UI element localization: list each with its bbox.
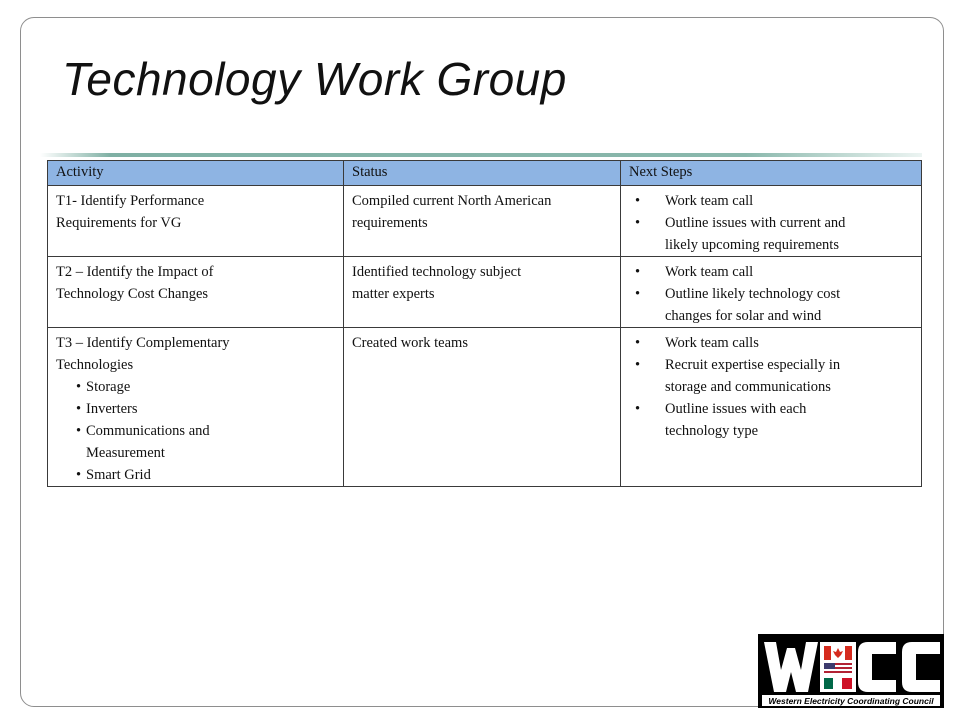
step-text: Work team call — [665, 193, 754, 209]
next-steps-cell — [621, 328, 922, 487]
activity-cell — [48, 257, 344, 328]
bullet-icon: • — [76, 467, 82, 483]
next-steps-cell — [621, 186, 922, 257]
status-text: requirements — [352, 215, 428, 231]
activity-text: T2 – Identify the Impact of — [56, 264, 214, 280]
list-item — [629, 332, 913, 354]
status-cell — [344, 328, 621, 487]
bullet-icon: • — [635, 264, 641, 280]
list-item — [629, 398, 913, 442]
bullet-icon: • — [76, 401, 82, 417]
technology-list — [56, 376, 335, 486]
status-text: Identified technology subject — [352, 264, 522, 280]
mexico-red — [842, 678, 852, 689]
step-text: Outline issues with each — [665, 401, 807, 417]
status-text: Created work teams — [352, 335, 468, 351]
status-text: matter experts — [352, 286, 435, 302]
next-steps-cell — [621, 257, 922, 328]
list-item — [629, 283, 913, 327]
technology-text: Storage — [86, 379, 131, 395]
bullet-icon: • — [76, 423, 82, 439]
step-text: Work team calls — [665, 335, 759, 351]
next-steps-list — [629, 261, 913, 327]
activity-cell — [48, 328, 344, 487]
table-row — [48, 328, 922, 487]
technology-text: Inverters — [86, 401, 138, 417]
activity-text: T3 – Identify Complementary — [56, 335, 230, 351]
step-text: Recruit expertise especially in — [665, 357, 841, 373]
mexico-white — [833, 678, 842, 689]
activity-text: Technologies — [56, 357, 134, 373]
bullet-icon: • — [635, 401, 641, 417]
activity-text: Requirements for VG — [56, 215, 182, 231]
usa-stripe — [824, 671, 852, 673]
bullet-icon: • — [635, 357, 641, 373]
table-row — [48, 257, 922, 328]
status-text: Compiled current North American — [352, 193, 552, 209]
slide-title: Technology Work Group — [62, 53, 567, 105]
status-cell — [344, 257, 621, 328]
bullet-icon: • — [635, 286, 641, 302]
table-row — [48, 186, 922, 257]
step-text: Outline issues with current and — [665, 215, 846, 231]
list-item — [76, 464, 335, 486]
bullet-icon: • — [76, 379, 82, 395]
title-divider — [40, 153, 922, 157]
mexico-flag-icon — [824, 678, 833, 689]
technology-text: Smart Grid — [86, 467, 151, 483]
step-text: storage and communications — [665, 379, 831, 395]
bullet-icon: • — [635, 193, 641, 209]
list-item — [76, 376, 335, 398]
next-steps-list — [629, 190, 913, 256]
bullet-icon: • — [635, 335, 641, 351]
step-text: Work team call — [665, 264, 754, 280]
usa-canton — [824, 663, 835, 669]
activity-cell — [48, 186, 344, 257]
activity-text: Technology Cost Changes — [56, 286, 209, 302]
status-cell — [344, 186, 621, 257]
header-next-steps: Next Steps — [621, 161, 922, 186]
step-text: Outline likely technology cost — [665, 286, 841, 302]
activity-text: T1- Identify Performance — [56, 193, 205, 209]
table-header-row — [48, 161, 922, 186]
work-group-table — [47, 160, 922, 487]
technology-text: Communications and — [86, 423, 210, 439]
list-item — [76, 420, 335, 464]
step-text: changes for solar and wind — [665, 308, 822, 324]
list-item — [629, 212, 913, 256]
wecc-logo — [758, 634, 944, 708]
step-text: likely upcoming requirements — [665, 237, 839, 253]
list-item — [629, 261, 913, 283]
bullet-icon: • — [635, 215, 641, 231]
list-item — [629, 354, 913, 398]
header-activity: Activity — [48, 161, 344, 186]
list-item — [76, 398, 335, 420]
list-item — [629, 190, 913, 212]
header-status: Status — [344, 161, 621, 186]
step-text: technology type — [665, 423, 759, 439]
logo-tagline: Western Electricity Coordinating Council — [768, 696, 934, 706]
technology-text: Measurement — [86, 445, 165, 461]
next-steps-list — [629, 332, 913, 442]
